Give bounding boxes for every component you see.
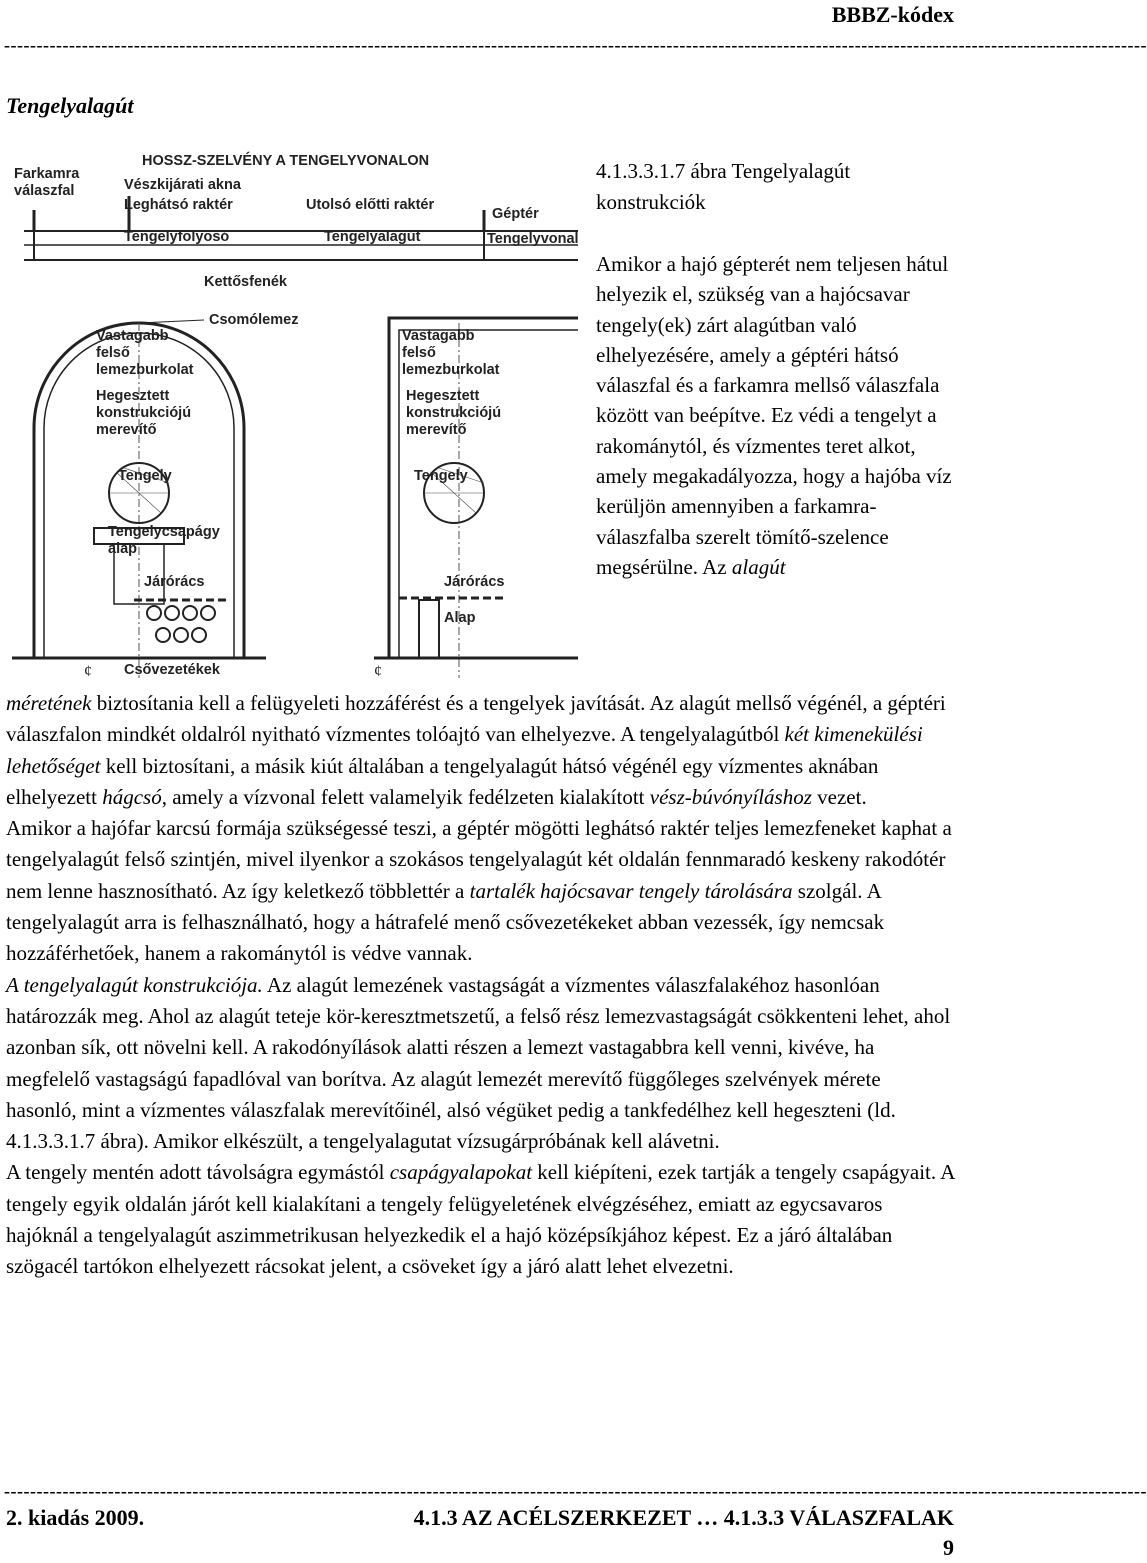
footer-section: 4.1.3 AZ ACÉLSZERKEZET … 4.1.3.3 VÁLASZFALAK [413, 1505, 954, 1530]
p1-text-2: kell biztosítani, a másik kiút általában a tengelyalagút hátsó végénél egy vízmentes aknában elhelyezett [6, 753, 879, 809]
p1-text-3: , amely a vízvonal felett valamelyik fedélzeten kialakított [161, 784, 650, 809]
figure-caption: 4.1.3.3.1.7 ábra Tengelyalagút konstrukciók [596, 159, 851, 214]
paragraph-1 [6, 688, 956, 813]
p1-italic-start: méretének [6, 691, 92, 715]
label-heg-2-left: konstrukciójú [96, 405, 192, 421]
label-tengely-left: Tengely [118, 468, 172, 484]
document-code: BBBZ-kódex [831, 2, 954, 27]
paragraph-4 [6, 1157, 956, 1282]
label-tengely-right: Tengely [414, 468, 468, 484]
p4-text-2: kell kiépíteni, ezek tartják a tengely csapágyait. A tengely egyik oldalán járót kell kialakítani a tengely felügyeletének elvégzéséhez, emiatt az egycsavaros hajóknál a tengelyalagút aszimmetrikusan helyezkedik el a hajó középsíkjához képest. Ez a járó általában szögacél tartókon elhelyezett rácsokat jelent, a csöveket így a járó alatt lehet elvezetni. [6, 1160, 955, 1279]
p1-italic-2: hágcsó [102, 784, 162, 809]
p1-italic-1: két kimenekülési lehetőséget [6, 722, 923, 778]
label-cl-left: ȼ [84, 663, 92, 680]
label-gepter: Géptér [492, 206, 539, 222]
p1-text-4: vezet. [811, 784, 867, 809]
side-paragraph-italic: alagút [731, 554, 786, 579]
label-tengelyfolyoso: Tengelyfolyosó [124, 229, 230, 245]
paragraph-3 [6, 970, 956, 1158]
label-heg-3-right: merevítő [406, 422, 467, 438]
label-csapagy-1: Tengelycsapágy [108, 524, 220, 540]
label-vast-1-right: Vastagabb [402, 328, 475, 344]
label-cl-right: ȼ [374, 663, 382, 680]
label-utolso: Utolsó előtti raktér [306, 197, 435, 213]
label-jarorac-left: Járórács [144, 574, 205, 590]
label-heg-3-left: merevítő [96, 422, 157, 438]
p2-text-1: Amikor a hajófar karcsú formája szükségessé teszi, a géptér mögötti leghátsó raktér teljes lemezfeneket kaphat a tengelyalagút felső szintjén, mivel ilyenkor a szokásos tengelyalagút két oldalán fennmaradó keskeny rakodótér nem lenne hasznosítható. Az így keletkező többlettér a [6, 816, 952, 903]
label-vast-2-right: felső [402, 345, 436, 361]
label-csapagy-2: alap [108, 541, 138, 557]
footer-rule: -------------------------------------------------------------------------------------------------------------------------------------------------------------------------------- [4, 1481, 1147, 1501]
label-kettosfenek: Kettősfenék [204, 274, 287, 290]
p4-italic-1: csapágyalapokat [389, 1160, 533, 1185]
p1-text-1: biztosítania kell a felügyeleti hozzáférést és a tengelyek javítását. Az alagút mellső végénél, a géptéri válaszfalon mindkét oldalról nyitható vízmentes tolóajtó van elhelyezve. A tengelyalagútból [6, 691, 946, 747]
label-vast-3-left: lemezburkolat [96, 362, 194, 378]
main-body [6, 688, 956, 1283]
page-number: 9 [943, 1535, 954, 1560]
footer-edition: 2. kiadás 2009. [6, 1505, 145, 1530]
paragraph-2 [6, 813, 956, 969]
label-vast-3-right: lemezburkolat [402, 362, 500, 378]
label-alap: Alap [444, 610, 476, 626]
p1-italic-3: vész-búvónyíláshoz [649, 784, 812, 809]
label-farkamra-1: Farkamra [14, 166, 80, 182]
tunnel-diagram [4, 148, 578, 688]
label-heg-1-right: Hegesztett [406, 388, 480, 404]
p2-text-2: szolgál. A tengelyalagút arra is felhasználható, hogy a hátrafelé menő csővezetékeket abban vezessék, így nemcsak hozzáférhetőek, hanem a rakománytól is védve vannak. [6, 878, 885, 966]
side-paragraph-text: Amikor a hajó gépterét nem teljesen hátul helyezik el, szükség van a hajócsavar tengely(ek) zárt alagútban való elhelyezésére, amely a géptéri hátsó válaszfal és a farkamra mellső válaszfala között van beépítve. Ez védi a tengelyt a rakománytól, és vízmentes teret alkot, amely megakadályozza, hogy a hajóba víz kerüljön amennyiben a farkamra-válaszfalba szerelt tömítő-szelence megsérülne. Az [596, 252, 952, 579]
figure-title: HOSSZ-SZELVÉNY A TENGELYVONALON [142, 153, 430, 169]
label-vast-2-left: felső [96, 345, 130, 361]
header-rule: -------------------------------------------------------------------------------------------------------------------------------------------------------------------------------- [4, 35, 1147, 55]
tunnel-figure [4, 148, 578, 688]
label-veszkijarati: Vészkijárati akna [124, 177, 241, 193]
label-csovezetekek: Csővezetékek [124, 662, 220, 678]
section-title: Tengelyalagút [6, 93, 134, 118]
label-heg-2-right: konstrukciójú [406, 405, 502, 421]
label-tengelyalagut: Tengelyalagút [324, 229, 421, 245]
label-vast-1-left: Vastagabb [96, 328, 169, 344]
label-farkamra-2: válaszfal [14, 183, 75, 199]
label-heg-1-left: Hegesztett [96, 388, 170, 404]
p3-text-1: Az alagút lemezének vastagságát a vízmentes válaszfalakéhoz hasonlóan határozzák meg. Ahol az alagút teteje kör-keresztmetszetű, a felső rész lemezvastagságát csökkenteni lehet, ahol azonban sík, ott növelni kell. A rakodónyílások alatti részen a lemezt vastagabbra kell venni, kivéve, ha megfelelő vastagságú fapadlóval van borítva. Az alagút lemezét merevítő függőleges szelvények mérete hasonló, mint a vízmentes válaszfalak merevítőinél, alsó végüket pedig a tankfedélhez kell hegeszteni (ld. 4.1.3.3.1.7 ábra). Amikor elkészült, a tengelyalagutat vízsugárpróbának kell alávetni. [6, 972, 951, 1154]
label-csomolemez: Csomólemez [209, 312, 299, 328]
p4-text-1: A tengely mentén adott távolságra egymástól [6, 1160, 390, 1185]
side-paragraph [596, 249, 956, 582]
p3-italic-1: A tengelyalagút konstrukciója. [6, 972, 263, 997]
label-jarorac-right: Járórács [444, 574, 505, 590]
p2-italic-1: tartalék hajócsavar tengely tárolására [469, 878, 793, 903]
label-tengelyvonal: Tengelyvonal [487, 231, 579, 247]
label-leghatso: Leghátsó raktér [124, 197, 233, 213]
